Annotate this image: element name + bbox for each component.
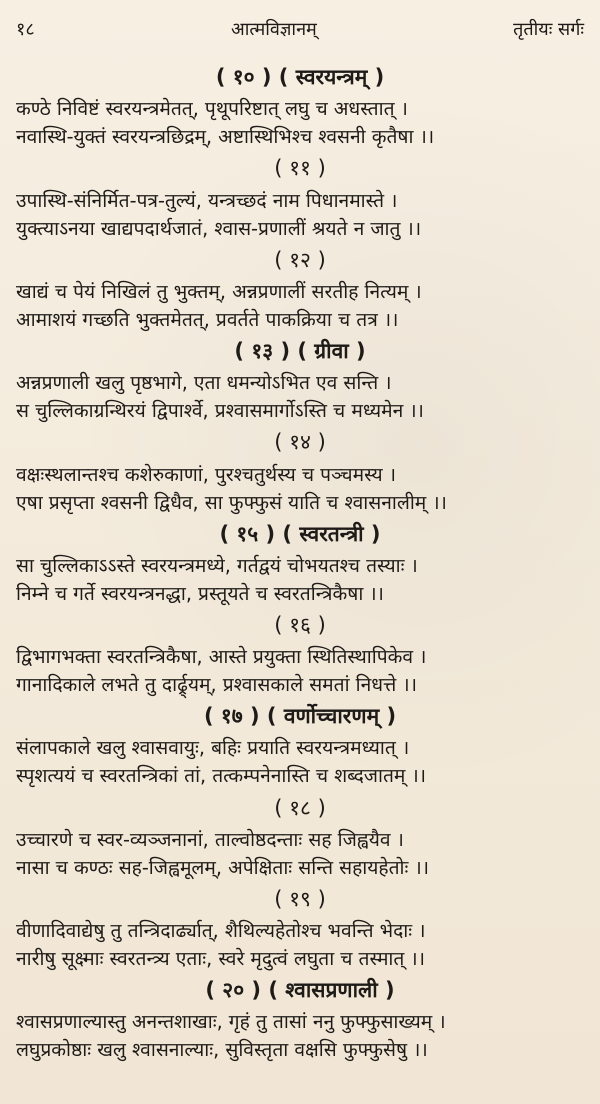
section-18 xyxy=(16,795,584,882)
section-heading: ( ११ ) xyxy=(274,156,326,181)
section-15 xyxy=(16,521,584,608)
verse-line: द्विभागभक्ता स्वरतन्त्रिकैषा, आस्ते प्रयुक्ता स्थितिस्थापिकेव । xyxy=(16,645,427,669)
verse-line: उपास्थि-संनिर्मित-पत्र-तुल्यं, यन्त्रच्छदं नाम पिधानमास्ते । xyxy=(16,188,398,212)
verse-line: नासा च कण्ठः सह-जिह्वमूलम्, अपेक्षिताः सन्ति सहायहेतोः ।। xyxy=(16,855,430,879)
page-header xyxy=(16,12,584,46)
verse-line: युक्त्याऽनया खाद्यपदार्थजातं, श्वास-प्रणालीं श्रयते न जातु ।। xyxy=(16,216,422,240)
verse-line: नवास्थि-युक्तं स्वरयन्त्रछिद्रम्, अष्टास्थिभिश्च श्वसनी कृतैषा ।। xyxy=(16,125,435,149)
page-number: १८ xyxy=(16,19,35,40)
section-heading: ( १७ ) ( वर्णोच्चारणम् ) xyxy=(203,704,397,729)
section-17 xyxy=(16,703,584,790)
section-12 xyxy=(16,247,584,334)
verse-line: वक्षःस्थलान्तश्च कशेरुकाणां, पुरश्चतुर्थस्य च पञ्चमस्य । xyxy=(16,462,397,486)
verse-line: उच्चारणे च स्वर-व्यञ्जनानां, ताल्वोष्ठदन्ताः सह जिह्वयैव । xyxy=(16,827,404,851)
section-10 xyxy=(16,64,584,151)
book-title: आत्मविज्ञानम् xyxy=(230,19,317,40)
section-16 xyxy=(16,612,584,699)
verse-line: संलापकाले खलु श्वासवायुः, बहिः प्रयाति स्वरयन्त्रमध्यात् । xyxy=(16,736,410,760)
verse-line: स्पृशत्ययं च स्वरतन्त्रिकां तां, तत्कम्पनेनास्ति च शब्दजातम् ।। xyxy=(16,764,427,788)
verse-line: श्वासप्रणाल्यास्तु अनन्तशाखाः, गृहं तु तासां ननु फुफ्फुसाख्यम् । xyxy=(16,1010,446,1034)
verse-line: स चुल्लिकाग्रन्थिरयं द्विपार्श्वे, प्रश्वासमार्गोऽस्ति च मध्यमेन ।। xyxy=(16,399,424,423)
section-heading: ( १० ) ( स्वरयन्त्रम् ) xyxy=(215,65,385,89)
section-heading: ( २० ) ( श्वासप्रणाली ) xyxy=(205,978,395,1003)
verse-line: अन्नप्रणाली खलु पृष्ठभागे, एता धमन्योऽभित एव सन्ति । xyxy=(16,371,392,395)
verse-line: नारीषु सूक्ष्माः स्वरतन्त्र्य एताः, स्वरे मृदुत्वं लघुता च तस्मात् ।। xyxy=(16,947,425,971)
section-13 xyxy=(16,338,584,425)
verse-line: एषा प्रसृप्ता श्वसनी द्विधैव, सा फुफ्फुसं याति च श्वासनालीम् ।। xyxy=(16,490,447,514)
verse-line: निम्ने च गर्ते स्वरयन्त्रनद्धा, प्रस्तूयते च स्वरतन्त्रिकैषा ।। xyxy=(16,581,384,605)
verse-line: वीणादिवाद्येषु तु तन्त्रिदार्ढ्यात्, शैथिल्यहेतोश्च भवन्ति भेदाः । xyxy=(16,919,426,943)
section-heading: ( १२ ) xyxy=(274,247,326,272)
section-heading: ( १८ ) xyxy=(274,795,326,820)
section-11 xyxy=(16,155,584,242)
verse-line: कण्ठे निविष्टं स्वरयन्त्रमेतत्, पृथूपरिष्टात् लघु च अधस्तात् । xyxy=(16,97,408,121)
section-19 xyxy=(16,886,584,973)
section-heading: ( १३ ) ( ग्रीवा ) xyxy=(234,338,366,363)
section-heading: ( १५ ) ( स्वरतन्त्री ) xyxy=(219,521,381,546)
verse-line: खाद्यं च पेयं निखिलं तु भुक्तम्, अन्नप्रणालीं सरतीह नित्यम् । xyxy=(16,279,422,303)
section-heading: ( १९ ) xyxy=(274,886,326,911)
section-heading: ( १४ ) xyxy=(274,430,326,455)
verse-line: लघुप्रकोष्ठाः खलु श्वासनाल्याः, सुविस्तृता वक्षसि फुफ्फुसेषु ।। xyxy=(16,1038,428,1062)
verse-line: आमाशयं गच्छति भुक्तमेतत्, प्रवर्तते पाकक्रिया च तत्र ।। xyxy=(16,307,399,331)
verse-line: सा चुल्लिकाऽऽस्ते स्वरयन्त्रमध्ये, गर्तद्वयं चोभयतश्च तस्याः । xyxy=(16,553,418,577)
chapter-title: तृतीयः सर्गः xyxy=(513,19,584,40)
section-heading: ( १६ ) xyxy=(274,612,326,637)
section-14 xyxy=(16,429,584,516)
verse-line: गानादिकाले लभते तु दार्ढ्र्यम्, प्रश्वासकाले समतां निधत्ते ।। xyxy=(16,673,417,697)
section-20 xyxy=(16,977,584,1064)
verse-content xyxy=(16,64,584,1064)
